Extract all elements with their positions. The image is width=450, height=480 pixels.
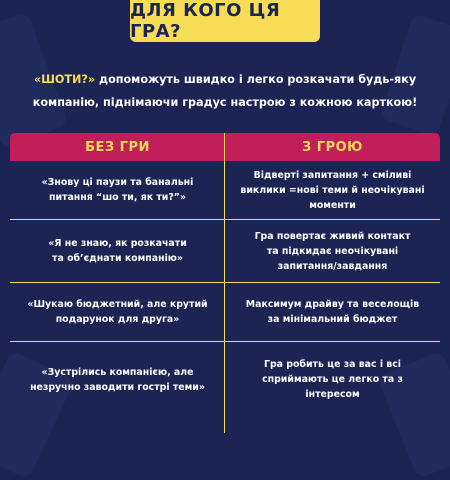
cell-line: Максимум драйву та веселощів [245,299,420,310]
cell-line: «Зустрілись компанією, але [41,366,194,378]
cell-without-game [10,283,225,341]
cell-line: сприймають це легко та з інтересом [262,374,403,400]
cell-line: «Знову ці паузи та банальні [41,177,194,188]
cell-with-game [225,161,440,219]
cell-line: запитання/завдання [277,260,388,272]
page-title: ДЛЯ КОГО ЦЯ ГРА? [130,0,281,42]
cell-line: «Шукаю бюджетний, але крутий [27,299,208,310]
cell-with-game [225,342,440,417]
cell-line: та об’єднати компанію» [52,253,183,264]
cell-line: Гра повертає живий контакт [254,230,411,242]
column-header-with-game: З ГРОЮ [302,139,363,155]
title-banner [130,0,320,42]
cell-with-game [225,220,440,282]
column-header-without-game: БЕЗ ГРИ [85,139,150,155]
cell-line: «Я не знаю, як розкачати [48,238,187,249]
intro-line-1-rest: допоможуть швидко і легко розкачати будь-яку [95,73,417,86]
intro-line-2: компанію, піднімаючи градус настрою з кожною карткою! [32,96,418,109]
cell-line: виклики =нові теми й неочікувані [240,184,425,196]
cell-without-game [10,342,225,417]
cell-line: Відверті запитання + сміливі [253,169,412,181]
cell-line: Гра робить це за вас і всі [263,359,402,370]
intro-text [0,68,450,114]
column-divider [224,133,225,433]
brand-name: «ШОТИ?» [33,73,96,86]
cell-with-game [225,283,440,341]
cell-line: незручно заводити гострі теми» [30,381,205,393]
comparison-table [10,133,440,433]
cell-line: подарунок для друга» [55,314,180,325]
cell-line: та підкидає неочікувані [266,245,399,257]
cell-without-game [10,161,225,219]
cell-without-game [10,220,225,282]
intro-line-1 [0,68,450,91]
cell-line: моменти [309,199,356,211]
cell-line: за мінімальний бюджет [267,314,398,325]
cell-line: питання “шо ти, як ти?”» [49,192,186,203]
